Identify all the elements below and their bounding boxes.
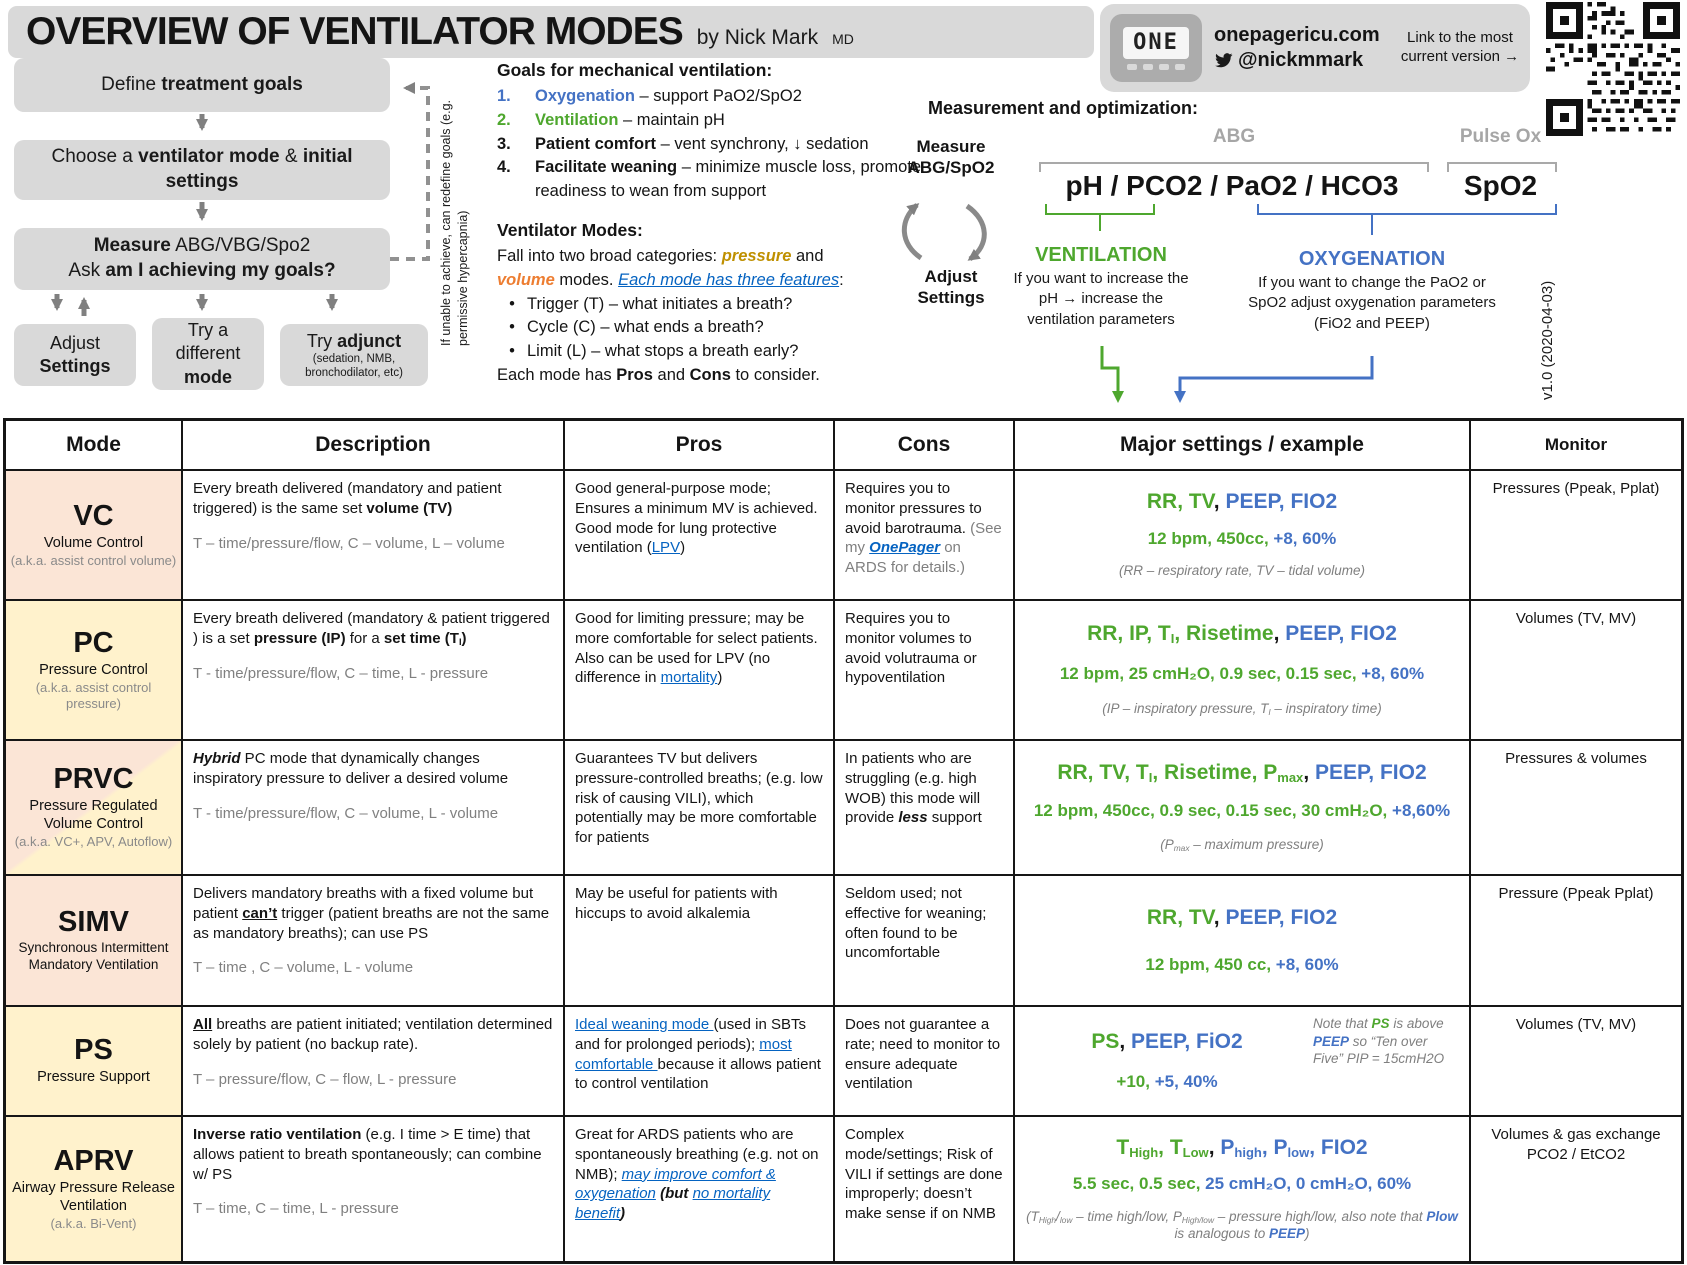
byline: by Nick Mark [696,26,819,49]
text-segment: Each mode has [497,365,617,384]
text-segment: – pressure high/low, also note that [1213,1208,1427,1224]
settings-example [1073,1174,1411,1194]
text-segment: treatment goals [161,73,303,95]
text-segment: RR, TV [1146,489,1214,513]
settings-example [1116,1072,1217,1092]
text-segment: PEEP, FiO2 [1131,1029,1243,1053]
col-header-monitor: Monitor [1471,421,1681,469]
text-segment: ) [717,669,723,687]
text-segment: modes. [554,270,619,289]
description-text [193,1015,553,1055]
text-segment: I [458,636,462,647]
description-text [193,884,553,943]
ventilation-block [1008,244,1194,330]
text-segment: breaths are patient initiated; ventilation determined solely by patient (no backup rate). [193,1016,553,1053]
text-segment: Choose a [51,146,139,168]
text-segment: , [1303,761,1315,785]
inline-link[interactable]: most comfortable [575,1035,792,1073]
pros-cell [565,471,833,599]
text-segment: ) [461,629,467,647]
text-segment: Ventilation [535,110,619,129]
col-header-mode: Mode [6,421,181,469]
monitor-cell: Volumes (TV, MV) [1471,1007,1681,1115]
cons-cell [835,1117,1013,1261]
description-cell [183,876,563,1005]
mode-abbr: VC [73,499,114,532]
description-text [193,1125,553,1184]
mode-abbr: PC [73,626,114,659]
oxygenation-bracket [1258,204,1556,235]
oxygenation-title: OXYGENATION [1298,248,1446,270]
text-segment: 12 bpm, 450 cc, [1145,955,1272,975]
qr-caption: Link to the most current version → [1400,29,1520,65]
text-segment: trigger (patient breaths are not the same as mandatory breaths); can use PS [193,904,550,942]
col-header-description: Description [183,421,563,469]
text-segment: Plow [1426,1208,1458,1224]
description-cell [183,1117,563,1261]
settings-names [1147,906,1337,930]
ventilation-to-table-arrow [1102,346,1118,400]
mode-cell-ps [6,1007,181,1115]
cons-cell [835,471,1013,599]
text-segment: am I achieving my goals? [105,260,336,281]
monitor-cell: Pressure (Ppeak Pplat) [1471,876,1681,1005]
inline-link[interactable]: Each mode has three features [618,270,840,289]
text-segment: Does not guarantee a rate; need to monitor to ensure adequate ventilation [845,1016,1001,1093]
tcl-line: T – pressure/flow, C – flow, L - pressure [193,1070,457,1088]
abg-group-label: ABG [1212,126,1256,147]
text-segment: set time (T [383,629,459,647]
text-segment: (used in SBTs and for prolonged periods); [575,1016,806,1053]
settings-names [1091,1030,1242,1054]
text-segment: PEEP, FIO2 [1285,622,1397,646]
mode-abbr: PS [74,1034,113,1067]
text-segment: I [1268,706,1271,717]
ventilation-text: If you want to increase the pH → increase the ventilation parameters [1013,270,1189,328]
col-header-cons: Cons [835,421,1013,469]
text-segment: RR, IP, T [1087,622,1171,646]
text-segment: – support PaO2/SpO2 [634,87,802,106]
text-segment: – vent synchrony, ↓ sedation [656,134,869,153]
text-segment: Delivers mandatory breaths with a fixed volume but patient [193,885,534,922]
text-segment: 12 bpm, 25 cmH₂O, 0.9 sec, 0.15 sec, [1059,663,1357,683]
text-segment: low [1287,1144,1310,1160]
text-segment: 12 bpm, 450cc, [1147,528,1269,548]
text-segment: Good for limiting pressure; may be more comfortable for select patients. Also can be used for LPV (no difference in [575,610,818,687]
pros-cell [565,601,833,739]
description-cell [183,601,563,739]
text-segment: pressure (IP) [253,629,346,647]
text-segment: ventilator mode [138,146,280,168]
abg-values: pH / PCO2 / PaO2 / HCO3 [1065,170,1399,201]
goals-section [497,58,925,388]
settings-cell [1015,471,1469,599]
text-segment: (RR – respiratory rate, TV – tidal volume) [1118,563,1366,579]
settings-sidenote [1313,1015,1461,1068]
pager-screen: ONE [1123,27,1189,59]
pulse-ox-group-label: Pulse Ox [1459,126,1542,147]
text-segment: P [1220,1135,1235,1159]
mode-abbr: PRVC [53,763,134,796]
description-cell [183,471,563,599]
tcl-line: T – time, C – time, L - pressure [193,1200,399,1218]
modes-outro [497,364,925,388]
settings-cell [1015,601,1469,739]
text-segment: High [1038,1214,1057,1225]
text-segment: volume [497,270,555,289]
goal-item: 1. Oxygenation – support PaO2/SpO2 [497,87,802,106]
text-segment: , [1119,1029,1131,1053]
mode-name: Pressure Control [39,661,148,678]
text-segment: Every breath delivered (mandatory and patient triggered) is the same set [193,480,502,517]
description-text [193,749,553,789]
text-segment: because it allows patient to control ventilation [575,1055,821,1093]
text-segment: on ARDS for details.) [845,539,966,577]
text-segment: ) [1305,1225,1310,1241]
ventilation-bracket [1046,204,1154,231]
text-segment: (See my [845,519,1002,557]
text-segment: I [1170,631,1175,647]
mode-cell-pc [6,601,181,739]
text-segment: Oxygenation [535,87,635,106]
spo2-value: SpO2 [1463,170,1538,201]
text-segment: – minimize muscle loss, promote readiness to wean from support [535,158,922,201]
text-segment: All [193,1016,213,1033]
text-segment: +8, 60% [1275,955,1339,975]
text-segment: Requires you to monitor pressures to avoid barotrauma. [845,480,982,537]
text-segment: T [1116,1135,1130,1159]
measure-label: Measure ABG/SpO2 [907,137,995,178]
text-segment: Note that [1313,1016,1372,1031]
mode-cell-vc [6,471,181,599]
tcl-line: T - time/pressure/flow, C – time, L - pressure [193,664,489,682]
text-segment: – maintain pH [618,110,725,129]
text-segment: and [652,365,690,384]
settings-example [1060,664,1424,684]
text-segment: , Risetime [1174,622,1274,646]
text-segment: Requires you to monitor volumes to avoid volutrauma or hypoventilation [845,610,977,687]
inline-link[interactable]: no mortality benefit [575,1185,771,1223]
settings-note [1160,837,1324,854]
settings-names [1147,490,1337,514]
inline-link[interactable]: OnePager [869,539,941,557]
text-segment: PEEP, FIO2 [1314,761,1427,785]
inline-link[interactable]: mortality [660,669,718,687]
flow-box-try-different-mode: Try a different mode [152,318,264,390]
pros-cell [565,1117,833,1261]
mode-name: Synchronous Intermittent Mandatory Ventilation [18,940,169,972]
text-segment: max [1173,842,1190,853]
goal-item: 4. Facilitate weaning – minimize muscle loss, promote readiness to wean from support [497,158,922,201]
text-segment: May be useful for patients with hiccups to avoid alkalemia [575,885,778,922]
text-segment: Every breath delivered (mandatory & patient triggered ) is a set [193,610,550,647]
text-segment: PS [1371,1016,1390,1031]
cons-cell [835,601,1013,739]
text-segment: , T [1158,1135,1183,1159]
text-segment: Cons [689,365,731,384]
text-segment: Pros [616,365,653,384]
flow-feedback-note: If unable to achieve, can redefine goals (e.g. permissive hypercapnia) [439,100,470,346]
monitor-cell: Pressures (Ppeak, Pplat) [1471,471,1681,599]
mode-name: Airway Pressure Release Ventilation [12,1179,175,1214]
text-segment: PEEP [1313,1033,1350,1049]
text-segment: PC mode that dynamically changes inspiratory pressure to deliver a desired volume [193,750,509,787]
mode-aka: (a.k.a. Bi-Vent) [50,1215,137,1231]
text-segment: , [1213,489,1226,513]
text-segment: Good general-purpose mode; Ensures a minimum MV is achieved. Good mode for lung protective ventilation ( [575,480,818,557]
text-segment: PEEP, FIO2 [1225,905,1338,929]
settings-cell [1015,876,1469,1005]
byline-credential: MD [832,31,854,47]
inline-link[interactable]: Ideal weaning mode [575,1016,714,1033]
text-segment: ) [620,1205,626,1223]
text-segment: is analogous to [1174,1225,1270,1241]
text-segment: 5.5 sec, 0.5 sec, [1072,1174,1201,1194]
text-segment: support [927,809,982,827]
text-segment: High/low [1181,1214,1214,1225]
text-segment: , [1213,905,1226,929]
mode-name: Pressure Support [37,1069,150,1086]
pros-cell [565,1007,833,1115]
description-cell [183,741,563,874]
settings-names [1116,1136,1367,1160]
settings-note [1102,701,1381,718]
monitor-cell: Volumes (TV, MV) [1471,601,1681,739]
website-link[interactable]: onepagericu.com [1214,24,1380,46]
text-segment: Fall into two broad categories: [497,247,722,266]
text-segment: / [1056,1208,1060,1224]
settings-example [1034,801,1450,821]
monitor-cell: Pressures & volumes [1471,741,1681,874]
mode-cell-prvc [6,741,181,874]
text-segment: ) [680,539,686,557]
cons-cell [835,741,1013,874]
text-segment: Patient comfort [535,134,657,153]
text-segment: I [1148,769,1153,785]
tcl-line: T – time/pressure/flow, C – volume, L – volume [193,534,505,552]
text-segment: +8,60% [1392,801,1451,821]
text-segment: initial settings [165,146,353,192]
text-segment: Great for ARDS patients who are spontaneously breathing (e.g. not on NMB); [575,1126,819,1183]
goals-heading: Goals for mechanical ventilation: [497,60,773,80]
mode-feature-bullet: • Cycle (C) – what ends a breath? [509,318,764,337]
mode-name: Volume Control [43,534,144,551]
text-segment: (e.g. I time > E time) that allows patient to breath spontaneously; can combine w/ PS [193,1126,542,1183]
flow-arrows [57,114,332,316]
mode-abbr: SIMV [58,906,129,939]
settings-cell [1015,1117,1469,1261]
text-segment: Try [306,330,338,351]
text-segment: so “Ten over Five” PIP = 15cmH2O [1313,1033,1445,1067]
page-title: OVERVIEW OF VENTILATOR MODES [26,10,683,53]
settings-names [1057,761,1426,785]
text-segment: Measure [93,235,171,257]
feedback-dashed-arrow [390,88,428,259]
text-segment: max [1277,769,1304,785]
text-segment: In patients who are struggling (e.g. high WOB) this mode will provide [845,750,981,827]
text-segment: +8, 60% [1361,663,1425,683]
mode-aka: (a.k.a. VC+, APV, Autoflow) [14,834,173,850]
mode-aka: (a.k.a. assist control pressure) [35,679,152,711]
cons-cell [835,876,1013,1005]
text-segment: and [791,247,824,266]
text-segment: pressure [721,247,792,266]
text-segment: Low [1182,1144,1209,1160]
mode-cell-aprv [6,1117,181,1261]
pros-cell [565,741,833,874]
text-segment: to consider. [730,365,820,384]
text-segment: – time high/low, P [1072,1208,1182,1224]
text-segment: for a [345,629,384,647]
mode-feature-bullet: • Trigger (T) – what initiates a breath? [509,294,793,313]
text-segment: less [898,809,928,827]
settings-example [1145,955,1338,975]
mode-aka: (a.k.a. assist control volume) [10,552,177,568]
mode-name: Pressure Regulated Volume Control [29,798,158,833]
text-segment: Define [101,73,162,95]
text-segment: ABG/VBG/Spo2 [170,235,311,257]
text-segment: Guarantees TV but delivers pressure-controlled breaths; (e.g. low risk of causing VILI), which potentially may be more comfortable for patients [575,750,823,847]
tcl-line: T - time/pressure/flow, C – volume, L - volume [193,804,499,822]
text-segment: +5, 40% [1154,1072,1218,1092]
text-segment: low [1059,1214,1073,1225]
inline-link[interactable]: LPV [651,539,681,557]
oxygenation-block [1248,248,1496,334]
mode-cell-simv [6,876,181,1005]
pros-cell [565,876,833,1005]
mode-feature-bullet: • Limit (L) – what stops a breath early? [509,342,799,361]
text-segment: 25 cmH₂O, 0 cmH₂O, 60% [1205,1174,1412,1194]
text-segment: , [1273,622,1286,646]
ventilation-title: VENTILATION [1035,244,1167,266]
modes-heading: Ventilator Modes: [497,219,643,240]
text-segment: Hybrid [193,750,241,767]
text-segment: is above [1389,1016,1444,1031]
flow-box-adjust-settings: Adjust Settings [14,324,136,386]
text-segment: PS [1091,1029,1120,1053]
text-segment: , P [1261,1135,1288,1159]
settings-note [1023,1209,1461,1243]
measurement-heading: Measurement and optimization: [928,98,1199,118]
text-segment: Seldom used; not effective for weaning; often found to be uncomfortable [845,885,987,962]
text-segment: 12 bpm, 450cc, 0.9 sec, 0.15 sec, 30 cmH₂O, [1033,801,1388,821]
text-segment: PEEP, FIO2 [1225,489,1338,513]
text-segment: +8, 60% [1273,528,1337,548]
text-segment: – maximum pressure) [1189,837,1324,853]
text-segment: Complex mode/settings; Risk of VILI if settings are done improperly; doesn’t make sense if on NMB [845,1126,1003,1223]
settings-cell [1015,1007,1469,1115]
text-segment: Inverse ratio ventilation [193,1126,362,1143]
text-segment: RR, TV [1146,905,1214,929]
col-header-pros: Pros [565,421,833,469]
text-segment: Ask [68,260,106,281]
text-segment: adjunct [337,330,402,351]
settings-cell [1015,741,1469,874]
goal-item: 3. Patient comfort – vent synchrony, ↓ sedation [497,134,869,153]
adjust-settings-label: Adjust Settings [917,267,985,308]
settings-example [1148,529,1337,549]
text-segment: (P [1160,837,1174,853]
text-segment: +10, [1116,1072,1150,1092]
flow-box-try-adjunct: Try adjunct (sedation, NMB, bronchodilator, etc) [280,324,428,386]
text-segment: High [1129,1144,1159,1160]
description-text [193,479,553,519]
text-segment: PEEP [1269,1225,1306,1241]
tcl-line: T – time , C – volume, L - volume [193,959,414,977]
modes-intro [497,245,853,293]
text-segment: , [1208,1135,1221,1159]
text-segment: (but [655,1185,693,1203]
oxygenation-text: If you want to change the PaO2 or SpO2 adjust oxygenation parameters (FiO2 and PEEP) [1248,274,1496,332]
oxygenation-to-table-arrow [1180,356,1372,400]
text-segment: RR, TV, T [1057,761,1149,785]
settings-names [1087,622,1397,646]
goal-item: 2. Ventilation – maintain pH [497,110,725,129]
text-segment: volume (TV) [366,499,453,517]
text-segment: Facilitate weaning [535,158,678,177]
monitor-cell: Volumes & gas exchange PCO2 / EtCO2 [1471,1117,1681,1261]
text-segment: , FIO2 [1309,1135,1368,1159]
text-segment: : [839,270,844,289]
description-cell [183,1007,563,1115]
description-text [193,609,553,649]
inline-link[interactable]: may improve comfort & oxygenation [575,1165,776,1203]
version-label: v1.0 (2020-04-03) [1539,280,1556,400]
text-segment: , Risetime, P [1152,761,1278,785]
text-segment: (IP – inspiratory pressure, T [1102,700,1269,716]
ventilator-modes-table [3,418,1684,1264]
text-segment: (T [1026,1208,1039,1224]
settings-note [1119,563,1365,580]
mode-abbr: APRV [53,1144,134,1177]
col-header-settings: Major settings / example [1015,421,1469,469]
text-segment: can’t [242,904,278,922]
twitter-handle-label: @nickmmark [1238,49,1364,71]
cons-cell [835,1007,1013,1115]
text-segment: & [279,146,303,168]
text-segment: – inspiratory time) [1270,700,1382,716]
text-segment: high [1234,1144,1262,1160]
